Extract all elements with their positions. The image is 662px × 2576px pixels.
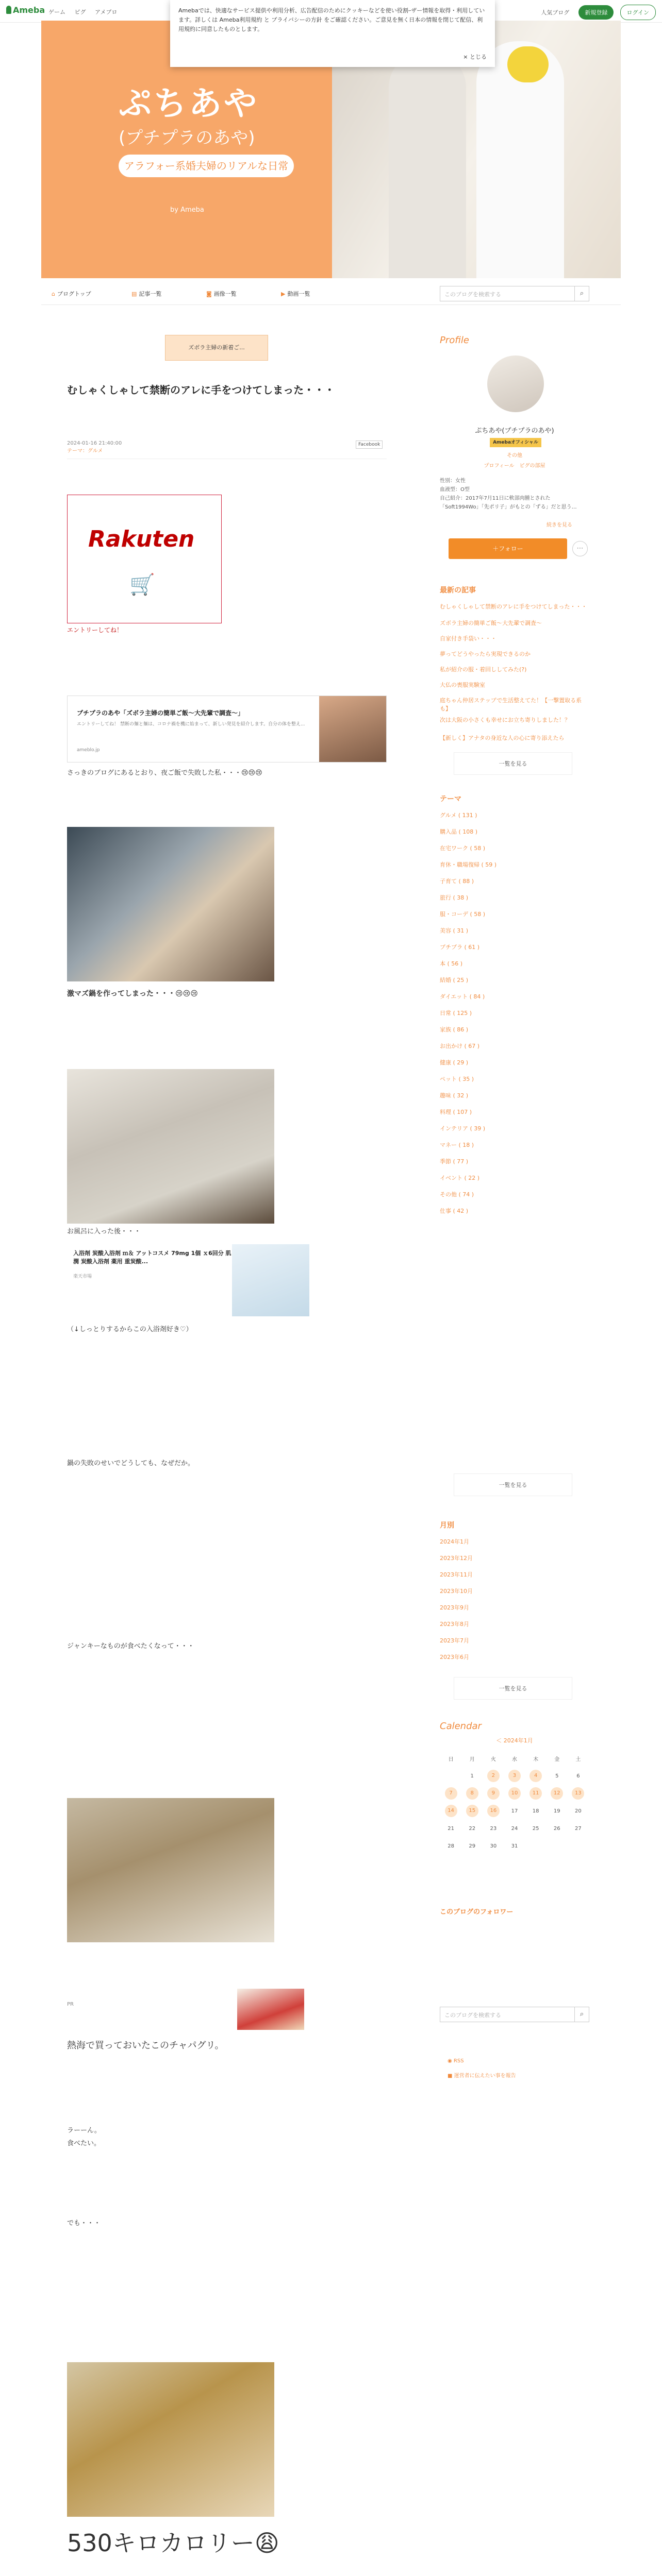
recent-heading: 最新の記事	[440, 586, 476, 595]
video-icon: ▶	[281, 291, 286, 297]
nav-label: 画像一覧	[213, 291, 237, 297]
cal-day: 6	[576, 1773, 580, 1779]
rakuten-banner[interactable]	[67, 495, 222, 623]
cal-day: 18	[532, 1808, 539, 1814]
recent-more-button[interactable]: 一覧を見る	[454, 752, 572, 775]
theme-item[interactable]: 育休・職場復帰 ( 59 )	[440, 861, 497, 868]
share-button[interactable]: Facebook	[356, 440, 383, 449]
cal-day-num: 13	[572, 1787, 584, 1800]
paragraph: 熱海で買っておいたこのチャパグリ。	[67, 2040, 224, 2051]
recent-item[interactable]: むしゃくしゃして禁断のアレに手をつけてしまった・・・	[440, 603, 587, 610]
paragraph: さっきのブログにあるとおり、夜ご飯で失敗した私・・・😢😢😢	[67, 769, 262, 777]
theme-item[interactable]: 仕事 ( 42 )	[440, 1208, 469, 1214]
cal-day	[568, 1838, 588, 1854]
official-badge: Amebaオフィシャル	[490, 438, 541, 447]
search-icon[interactable]: ⌕	[575, 2007, 589, 2022]
theme-item[interactable]: 家族 ( 86 )	[440, 1026, 469, 1033]
camera-icon: ◙	[206, 291, 212, 297]
theme-item[interactable]: 服・コーデ ( 58 )	[440, 911, 486, 918]
post-meta	[67, 440, 122, 454]
cal-day: 5	[555, 1773, 559, 1779]
cal-day-num: 9	[487, 1787, 500, 1800]
month-item[interactable]: 2023年12月	[440, 1555, 473, 1562]
cal-day	[526, 1838, 546, 1854]
nav-label: ブログトップ	[57, 291, 91, 297]
blog-search-input[interactable]: このブログを検索する	[440, 286, 575, 301]
post-title[interactable]: むしゃくしゃして禁断のアレに手をつけてしまった・・・	[67, 384, 335, 396]
nav-blog-top[interactable]	[52, 290, 91, 298]
followers-heading: このブログのフォロワー	[440, 1908, 514, 1916]
header-bouquet	[507, 46, 549, 82]
theme-item[interactable]: ダイエット ( 84 )	[440, 993, 485, 1000]
cal-day-post[interactable]	[483, 1768, 503, 1784]
blog-title: ぷちあや	[119, 85, 259, 123]
post-image-ramen-cup[interactable]	[67, 1798, 274, 1942]
cookie-banner	[170, 0, 495, 67]
calendar-heading: Calendar	[440, 1721, 482, 1732]
theme-item[interactable]: 料理 ( 107 )	[440, 1109, 472, 1115]
recent-item[interactable]: 【新しく】アナタの身近な人の心に寄り添えたら	[440, 735, 565, 741]
cal-day-num: 14	[445, 1805, 457, 1817]
post-image-laptop[interactable]	[67, 827, 274, 981]
cal-day: 26	[553, 1825, 560, 1832]
paragraph: 鍋の失敗のせいでどうしても、なぜだか。	[67, 1460, 195, 1467]
register-button[interactable]: 新規登録	[578, 5, 614, 20]
blog-subtitle: (プチプラのあや)	[119, 128, 255, 148]
cookie-close-button[interactable]: × とじる	[463, 54, 487, 60]
cal-day-post[interactable]	[526, 1768, 546, 1784]
theme-item[interactable]: インテリア ( 39 )	[440, 1125, 486, 1132]
post-theme[interactable]: テーマ：グルメ	[67, 448, 103, 454]
month-item[interactable]: 2023年10月	[440, 1588, 473, 1595]
theme-item[interactable]: 結婚 ( 25 )	[440, 977, 469, 984]
report-icon: ■	[448, 2073, 454, 2079]
cal-day: 24	[511, 1825, 518, 1832]
card-title: プチプラのあや「ズボラ主婦の簡単ご飯〜大先輩で調査〜」	[77, 709, 244, 717]
theme-item[interactable]: 健康 ( 29 )	[440, 1059, 469, 1066]
rss-label: RSS	[453, 2058, 464, 2064]
nav-video-list[interactable]	[281, 290, 310, 298]
profile-bio: 性別：女性 血液型：O型 自己紹介：2017年7月11日に軟部肉腫とされた「Soft1994Wo」「先ポリ子」がもとの「ずる」だと思う…	[440, 478, 577, 510]
paragraph: （↓しっとりするからこの入浴剤好き♡）	[67, 1326, 193, 1333]
theme-more-button[interactable]: 一覧を見る	[454, 1473, 572, 1496]
popular-blog-link[interactable]: 人気ブログ	[541, 9, 570, 16]
cal-day: 1	[470, 1773, 474, 1779]
cal-day-post[interactable]	[462, 1803, 482, 1819]
month-item[interactable]: 2023年8月	[440, 1621, 469, 1628]
logo-text: Ameba	[13, 5, 45, 15]
cal-day-post[interactable]	[483, 1803, 503, 1819]
profile-links[interactable]: プロフィール ピグの部屋	[484, 463, 545, 469]
cal-day: 25	[532, 1825, 539, 1832]
cal-day-post[interactable]	[504, 1768, 524, 1784]
theme-item[interactable]: 本 ( 56 )	[440, 960, 463, 967]
paragraph: 食べたい。	[67, 2140, 101, 2147]
cal-day-post[interactable]	[441, 1803, 461, 1819]
blog-by: by Ameba	[170, 206, 204, 214]
rakuten-entry-link[interactable]: エントリーしてね！	[67, 626, 123, 634]
recent-item[interactable]: 夢ってどうやったら実現できるのか	[440, 651, 531, 657]
post-image-cat[interactable]	[67, 1069, 274, 1224]
cal-day-num: 7	[445, 1787, 457, 1800]
top-nav	[48, 8, 124, 16]
calendar-table	[440, 1749, 589, 1855]
cal-day: 23	[490, 1825, 497, 1832]
cal-day-header: 土	[575, 1756, 581, 1762]
theme-item[interactable]: 日常 ( 125 )	[440, 1010, 472, 1016]
cal-day-post[interactable]	[526, 1785, 546, 1802]
blog-card[interactable]	[67, 696, 387, 762]
recent-item[interactable]: 自家付き手袋い・・・	[440, 635, 496, 642]
recent-item[interactable]: 庭ちゃん仲居ステップで生活整えてた！【一撃置取る系も】	[440, 697, 582, 712]
paragraph: 激マズ鍋を作ってしまった・・・😢😢😢	[67, 990, 198, 998]
theme-item[interactable]: プチプラ ( 61 )	[440, 944, 480, 951]
cal-day-num: 16	[487, 1805, 500, 1817]
cal-day-num: 12	[551, 1787, 563, 1800]
cal-day: 21	[448, 1825, 454, 1832]
cal-day: 19	[553, 1808, 560, 1814]
cal-day: 22	[469, 1825, 476, 1832]
nav-label: 動画一覧	[287, 291, 310, 297]
cal-day-post[interactable]	[441, 1785, 461, 1802]
cal-day-post[interactable]	[568, 1785, 588, 1802]
profile-sub: その他	[507, 453, 522, 459]
month-item[interactable]: 2023年9月	[440, 1604, 469, 1611]
theme-item[interactable]: 美容 ( 31 )	[440, 927, 469, 934]
paragraph: お風呂に入った後・・・	[67, 1228, 141, 1235]
home-icon: ⌂	[52, 291, 55, 297]
theme-item[interactable]: お出かけ ( 67 )	[440, 1043, 480, 1049]
recent-item[interactable]: 大仏の喪服実験室	[440, 682, 485, 688]
cal-day-post[interactable]	[547, 1785, 567, 1802]
cal-day-num: 15	[466, 1805, 478, 1817]
theme-item[interactable]: 購入品 ( 108 )	[440, 828, 478, 835]
nav-ameblo[interactable]: アメブロ	[95, 9, 118, 15]
calendar-title	[440, 1736, 589, 1744]
cal-day-header: 日	[448, 1756, 454, 1762]
month-more-button[interactable]: 一覧を見る	[454, 1677, 572, 1700]
nav-game[interactable]: ゲーム	[48, 9, 65, 15]
cal-day	[547, 1838, 567, 1854]
nav-label: 記事一覧	[139, 291, 162, 297]
document-icon: ▤	[131, 291, 137, 297]
nav-pigg[interactable]: ピグ	[74, 9, 86, 15]
card-desc: エントリーしてね！ 禁断の麺と麺は、コロナ禍を機に始まって、新しい発見を紹介します。自分の体を整え...	[77, 722, 305, 727]
calendar-month: 2024年1月	[503, 1737, 533, 1744]
new-post-badge[interactable]: ズボラ主婦の新着ご...	[165, 335, 268, 361]
product-title: 入浴剤 炭酸入浴剤 ｍ＆ アットコスメ 79mg 1個 ｘ6回分 肌潤 炭酸入浴剤 薬用 重炭酸...	[73, 1250, 231, 1265]
profile-more-link[interactable]: 続きを見る	[547, 522, 572, 528]
cal-day-num: 11	[529, 1787, 542, 1800]
ad-image[interactable]	[237, 1989, 304, 2030]
paragraph: でも・・・	[67, 2219, 101, 2227]
cal-day-header: 木	[533, 1756, 539, 1762]
cal-day-num: 2	[487, 1770, 500, 1782]
paragraph: ラーーん。	[67, 2127, 101, 2134]
cal-day: 28	[448, 1843, 454, 1849]
theme-heading: テーマ	[440, 795, 461, 803]
post-image-calorie[interactable]	[67, 2362, 274, 2517]
cal-day: 27	[575, 1825, 582, 1832]
rss-icon: ◉	[448, 2058, 454, 2064]
recent-item[interactable]: 次は大阪の小さくも幸せにお立ち寄りしました！？	[440, 717, 570, 723]
theme-item[interactable]: イベント ( 22 )	[440, 1175, 480, 1181]
cal-day-num: 8	[466, 1787, 478, 1800]
month-item[interactable]: 2024年1月	[440, 1538, 469, 1545]
login-button[interactable]: ログイン	[620, 5, 656, 20]
cal-day: 29	[469, 1843, 476, 1849]
card-site: ameblo.jp	[77, 748, 100, 753]
ameba-logo-icon	[6, 6, 11, 14]
report-label: 運営者に伝えたい事を報告	[454, 2073, 516, 2079]
cal-day	[441, 1768, 461, 1784]
cal-day-header: 月	[469, 1756, 475, 1762]
cal-day-header: 火	[490, 1756, 496, 1762]
rakuten-logo: Rakuten	[88, 526, 195, 552]
cart-icon: 🛒	[129, 573, 155, 597]
cal-day-num: 3	[508, 1770, 521, 1782]
theme-item[interactable]: マネー ( 18 )	[440, 1142, 474, 1148]
report-link[interactable]	[448, 2071, 516, 2079]
month-heading: 月別	[440, 1521, 454, 1530]
product-seller: 楽天市場	[73, 1274, 92, 1279]
theme-item[interactable]: 旅行 ( 38 )	[440, 894, 469, 901]
global-nav	[41, 282, 621, 305]
follow-button[interactable]: ＋フォロー	[449, 538, 567, 559]
rss-link[interactable]	[448, 2058, 464, 2064]
prev-month-icon[interactable]: ＜	[496, 1737, 504, 1744]
product-image	[232, 1244, 309, 1316]
nav-image-list[interactable]	[206, 290, 237, 298]
month-item[interactable]: 2023年11月	[440, 1571, 473, 1578]
blog-tagline: アラフォー系婚夫婦のリアルな日常	[119, 155, 294, 177]
cal-day-post[interactable]	[483, 1785, 503, 1802]
card-thumbnail	[319, 696, 386, 762]
theme-item[interactable]: 在宅ワーク ( 58 )	[440, 845, 486, 852]
theme-item[interactable]: 季節 ( 77 )	[440, 1158, 469, 1165]
recent-item[interactable]: 私が紹介の服・着回ししてみた(?)	[440, 666, 527, 673]
month-item[interactable]: 2023年7月	[440, 1637, 469, 1644]
top-right	[541, 5, 656, 20]
cal-day: 30	[490, 1843, 497, 1849]
cookie-text: Amebaでは、快適なサービス提供や利用分析、広告配信のためにクッキーなどを使い役割ｰザー情報を取得・利用しています。詳しくは Ameba利用規約 と プライバシーの方針 をご確認ください。ご意見を無く日本の情報を閉じて配信、利用規約に同意したものとします。	[178, 7, 485, 32]
more-icon[interactable]: ⋯	[572, 541, 588, 556]
theme-item[interactable]: その他 ( 74 )	[440, 1191, 474, 1198]
product-card[interactable]	[67, 1239, 315, 1321]
ad-label: PR	[67, 2002, 74, 2007]
cal-day: 17	[511, 1808, 518, 1814]
theme-item[interactable]: グルメ ( 131 )	[440, 812, 477, 819]
cal-day-num: 4	[529, 1770, 542, 1782]
theme-item[interactable]: ペット ( 35 )	[440, 1076, 474, 1082]
blog-search-input-bottom[interactable]: このブログを検索する	[440, 2007, 575, 2022]
big-text: 530キロカロリー😩	[67, 2529, 279, 2557]
cal-day-header: 金	[554, 1756, 560, 1762]
profile-name[interactable]: ぷちあや(プチプラのあや)	[475, 427, 554, 435]
nav-entry-list[interactable]	[131, 290, 161, 298]
theme-item[interactable]: 子育て ( 88 )	[440, 878, 474, 885]
cal-day-post[interactable]	[462, 1785, 482, 1802]
search-icon[interactable]: ⌕	[575, 286, 589, 301]
header-person-groom	[389, 52, 466, 278]
paragraph: ジャンキーなものが食べたくなって・・・	[67, 1642, 194, 1650]
cal-day-post[interactable]	[504, 1785, 524, 1802]
post-date: 2024-01-16 21:40:00	[67, 440, 122, 446]
month-item[interactable]: 2023年6月	[440, 1654, 469, 1660]
theme-item[interactable]: 趣味 ( 32 )	[440, 1092, 469, 1099]
cal-day-header: 水	[511, 1756, 517, 1762]
cal-day: 31	[511, 1843, 518, 1849]
recent-item[interactable]: ズボラ主婦の簡単ご飯〜大先輩で調査〜	[440, 620, 542, 626]
cal-day-num: 10	[508, 1787, 521, 1800]
ameba-logo[interactable]	[6, 5, 45, 15]
avatar[interactable]	[487, 355, 544, 412]
cal-day: 20	[575, 1808, 582, 1814]
profile-heading: Profile	[440, 335, 469, 346]
